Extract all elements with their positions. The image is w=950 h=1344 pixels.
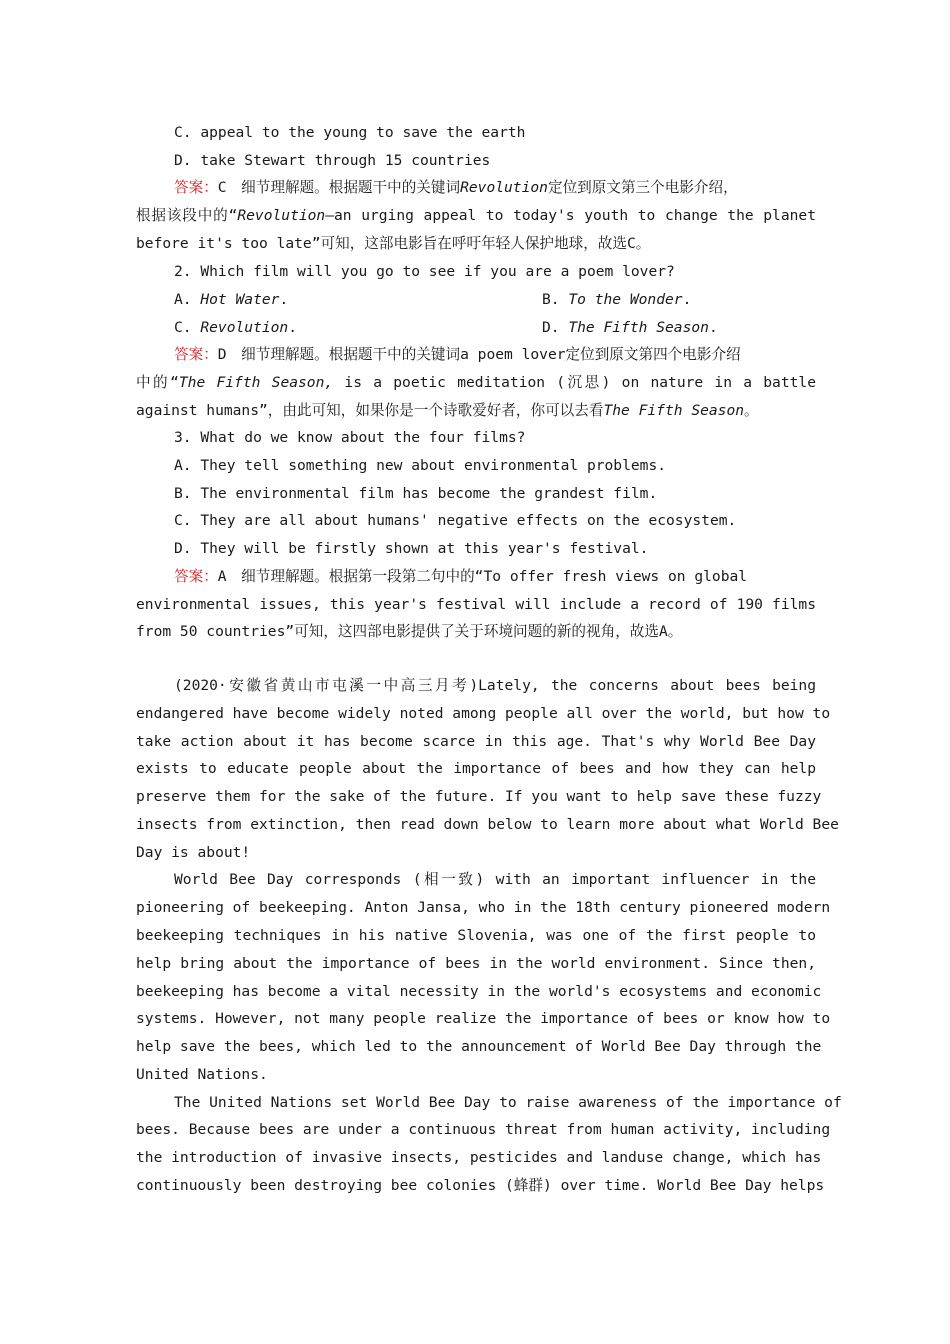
q2-option-b: B. To the Wonder. xyxy=(542,291,692,308)
q3-option-c: C. They are all about humans' negative effects on the ecosystem. xyxy=(174,512,737,529)
passage-line: pioneering of beekeeping. Anton Jansa, who in the 18th century pioneered modern xyxy=(136,899,831,916)
film-title: Revolution xyxy=(237,207,326,224)
passage-line: take action about it has become scarce in this age. That's why World Bee Day xyxy=(136,733,816,750)
q2-stem: 2. Which film will you go to see if you are a poem lover? xyxy=(174,263,675,280)
q3-answer-line-1: 答案：A 细节理解题。根据第一段第二句中的“To offer fresh views on global xyxy=(174,568,748,585)
passage-line: help save the bees, which led to the announcement of World Bee Day through the xyxy=(136,1038,822,1055)
q3-option-b: B. The environmental film has become the grandest film. xyxy=(174,485,658,502)
q2-answer-line-1: 答案：D 细节理解题。根据题干中的关键词a poem lover定位到原文第四个电影介绍 xyxy=(174,346,741,363)
q1-answer-line-3: before it's too late”可知，这部电影旨在呼吁年轻人保护地球，故选C。 xyxy=(136,235,651,252)
answer-label: 答案： xyxy=(174,568,218,585)
q2-option-a: A. Hot Water. xyxy=(174,291,289,308)
passage-line: beekeeping has become a vital necessity in the world's ecosystems and economic xyxy=(136,983,822,1000)
passage-line: United Nations. xyxy=(136,1066,268,1083)
film-title: The Fifth Season, xyxy=(178,374,334,391)
q3-stem: 3. What do we know about the four films? xyxy=(174,429,526,446)
answer-label: 答案： xyxy=(174,179,218,196)
q1-answer-line-1: 答案：C 细节理解题。根据题干中的关键词Revolution定位到原文第三个电影介绍， xyxy=(174,179,738,196)
passage-line: Day is about! xyxy=(136,844,251,861)
passage-line: World Bee Day corresponds (相一致) with an important influencer in the xyxy=(174,871,816,888)
passage-line: systems. However, not many people realize the importance of bees or know how to xyxy=(136,1010,831,1027)
q3-answer-line-3: from 50 countries”可知，这四部电影提供了关于环境问题的新的视角，故选A。 xyxy=(136,623,683,640)
film-title: Revolution xyxy=(460,179,548,196)
q2-options-row-2 xyxy=(174,317,816,339)
q2-options-row-1 xyxy=(174,289,816,311)
passage-line: exists to educate people about the importance of bees and how they can help xyxy=(136,760,816,777)
passage-line: bees. Because bees are under a continuous threat from human activity, including xyxy=(136,1121,831,1138)
q1-option-d: D. take Stewart through 15 countries xyxy=(174,152,491,169)
q3-option-d: D. They will be firstly shown at this year's festival. xyxy=(174,540,649,557)
q2-option-c: C. Revolution. xyxy=(174,319,298,336)
passage-line: insects from extinction, then read down below to learn more about what World Bee xyxy=(136,816,839,833)
q1-answer-line-2: 根据该段中的“Revolution—an urging appeal to today's youth to change the planet xyxy=(136,207,816,224)
q1-option-c: C. appeal to the young to save the earth xyxy=(174,124,526,141)
q3-answer-line-2: environmental issues, this year's festival will include a record of 190 films xyxy=(136,596,816,613)
q2-answer-line-2: 中的“The Fifth Season, is a poetic meditation (沉思) on nature in a battle xyxy=(136,374,816,391)
answer-label: 答案： xyxy=(174,346,218,363)
passage-line: preserve them for the sake of the future. If you want to help save these fuzzy xyxy=(136,788,822,805)
passage-line: continuously been destroying bee colonies (蜂群) over time. World Bee Day helps xyxy=(136,1177,825,1194)
passage-line: The United Nations set World Bee Day to raise awareness of the importance of xyxy=(174,1094,842,1111)
passage-line: help bring about the importance of bees in the world environment. Since then, xyxy=(136,955,816,972)
passage-line: endangered have become widely noted among people all over the world, but how to xyxy=(136,705,831,722)
q2-answer-line-3: against humans”，由此可知，如果你是一个诗歌爱好者，你可以去看The Fifth Season。 xyxy=(136,402,759,419)
passage-line: beekeeping techniques in his native Slovenia, was one of the first people to xyxy=(136,927,816,944)
q3-option-a: A. They tell something new about environmental problems. xyxy=(174,457,667,474)
passage-line: (2020·安徽省黄山市屯溪一中高三月考)Lately, the concerns about bees being xyxy=(174,677,816,694)
film-title: The Fifth Season xyxy=(603,402,745,419)
passage-line: the introduction of invasive insects, pesticides and landuse change, which has xyxy=(136,1149,822,1166)
q2-option-d: D. The Fifth Season. xyxy=(542,319,718,336)
